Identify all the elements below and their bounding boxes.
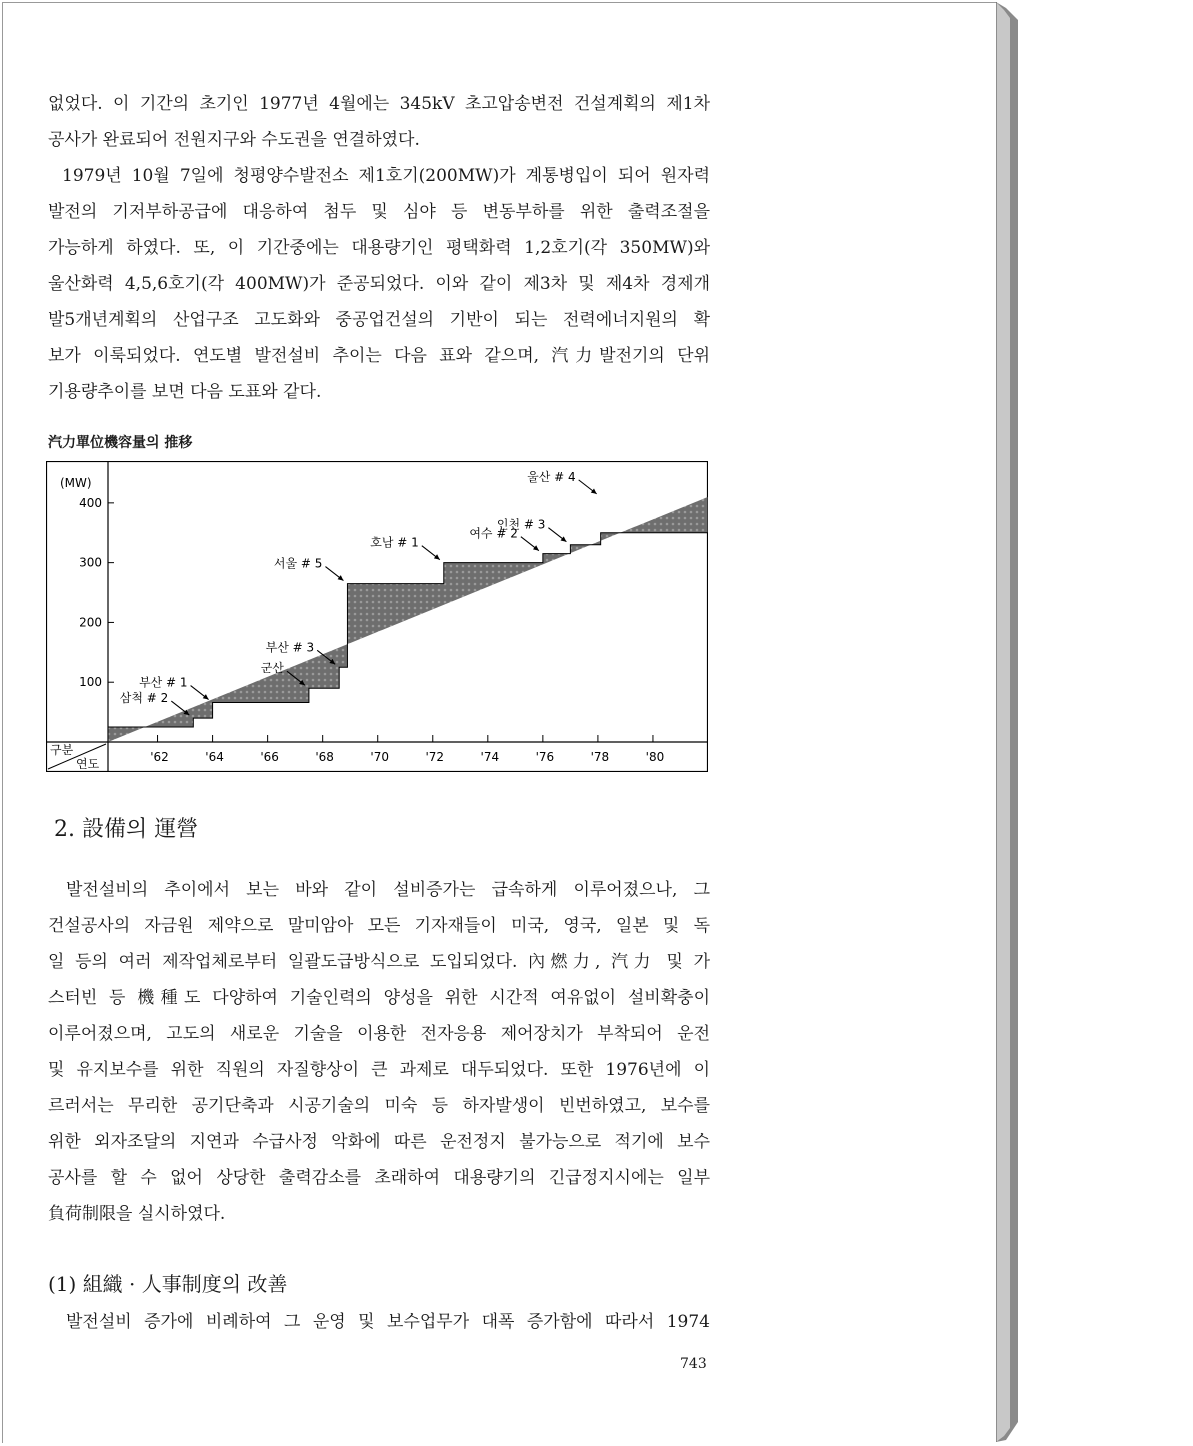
annotation-label: 인천 # 3: [496, 517, 546, 532]
body-line: 르러서는 무리한 공기단축과 시공기술의 미숙 등 하자발생이 빈번하였고, 보수를: [48, 1096, 710, 1116]
body-line: 일 등의 여러 제작업체로부터 일괄도급방식으로 도입되었다. 內燃力, 汽力 및 가: [48, 952, 710, 972]
body-line: 가능하게 하였다. 또, 이 기간중에는 대용량기인 평택화력 1,2호기(각 350MW)와: [48, 238, 710, 258]
y-tick-label: 200: [79, 615, 102, 630]
body-line: 발5개년계획의 산업구조 고도화와 중공업건설의 기반이 되는 전력에너지원의 확: [48, 310, 710, 330]
x-tick-label: '66: [260, 750, 279, 764]
body-line: 공사를 할 수 없어 상당한 출력감소를 초래하여 대용량기의 긴급정지시에는 일부: [48, 1168, 710, 1188]
annotation-label: 삼척 # 2: [119, 691, 169, 706]
corner-label-top: 구분: [50, 743, 74, 757]
corner-label-bottom: 연도: [76, 757, 100, 771]
x-tick-label: '72: [425, 750, 445, 764]
annotation-label: 서울 # 5: [273, 556, 323, 571]
y-axis-unit: (MW): [60, 476, 92, 490]
body-line: 및 유지보수를 위한 직원의 자질향상이 큰 과제로 대두되었다. 또한 1976년에 이: [48, 1060, 710, 1080]
annotation-label: 부산 # 1: [139, 675, 188, 690]
section-heading: 2. 設備의 運營: [54, 817, 199, 842]
body-line: 負荷制限을 실시하였다.: [48, 1204, 226, 1224]
x-tick-label: '64: [205, 750, 224, 764]
chart-svg: [46, 461, 708, 772]
annotation-label: 울산 # 4: [527, 469, 576, 484]
body-line: 기용량추이를 보면 다음 도표와 같다.: [48, 382, 322, 402]
x-tick-label: '62: [150, 750, 169, 764]
chart-title: 汽力單位機容量의 推移: [48, 435, 193, 451]
x-tick-label: '76: [535, 750, 555, 764]
body-line: 보가 이룩되었다. 연도별 발전설비 추이는 다음 표와 같으며, 汽力발전기의 단위: [48, 346, 710, 366]
body-line: 울산화력 4,5,6호기(각 400MW)가 준공되었다. 이와 같이 제3차 및 제4차 경제개: [48, 274, 710, 294]
body-line: 1979년 10월 7일에 청평양수발전소 제1호기(200MW)가 계통병입이 되어 원자력: [62, 166, 710, 186]
page-number: 743: [680, 1356, 707, 1372]
x-tick-label: '78: [590, 750, 610, 764]
x-tick-label: '70: [370, 750, 390, 764]
body-line: 발전설비 증가에 비례하여 그 운영 및 보수업무가 대폭 증가함에 따라서 1974: [66, 1312, 710, 1332]
subsection-heading: (1) 組織 · 人事制度의 改善: [48, 1272, 288, 1296]
body-line: 발전의 기저부하공급에 대응하여 첨두 및 심야 등 변동부하를 위한 출력조절을: [48, 202, 710, 222]
body-line: 이루어졌으며, 고도의 새로운 기술을 이용한 전자응용 제어장치가 부착되어 운전: [48, 1024, 710, 1044]
body-line: 건설공사의 자금원 제약으로 말미암아 모든 기자재들이 미국, 영국, 일본 및 독: [48, 916, 710, 936]
y-tick-label: 400: [79, 495, 102, 510]
body-line: 스터빈 등 機種도 다양하여 기술인력의 양성을 위한 시간적 여유없이 설비확충이: [48, 988, 710, 1008]
page-edge: [996, 2, 1020, 1442]
annotation-label: 부산 # 3: [265, 640, 315, 655]
body-line: 위한 외자조달의 지연과 수급사정 악화에 따른 운전정지 불가능으로 적기에 보수: [48, 1132, 710, 1152]
x-tick-label: '68: [315, 750, 334, 764]
y-tick-label: 100: [79, 675, 102, 690]
chart-container: [46, 461, 708, 772]
annotation-label: 군산: [260, 661, 284, 676]
x-tick-label: '80: [645, 750, 665, 764]
annotation-label: 여수 # 2: [469, 526, 518, 541]
body-line: 발전설비의 추이에서 보는 바와 같이 설비증가는 급속하게 이루어졌으나, 그: [66, 880, 710, 900]
body-line: 공사가 완료되어 전원지구와 수도권을 연결하였다.: [48, 130, 420, 150]
x-tick-label: '74: [480, 750, 500, 764]
body-line: 없었다. 이 기간의 초기인 1977년 4월에는 345kV 초고압송변전 건설계획의 제1차: [48, 94, 710, 114]
annotation-label: 호남 # 1: [370, 535, 419, 550]
y-tick-label: 300: [79, 555, 102, 570]
